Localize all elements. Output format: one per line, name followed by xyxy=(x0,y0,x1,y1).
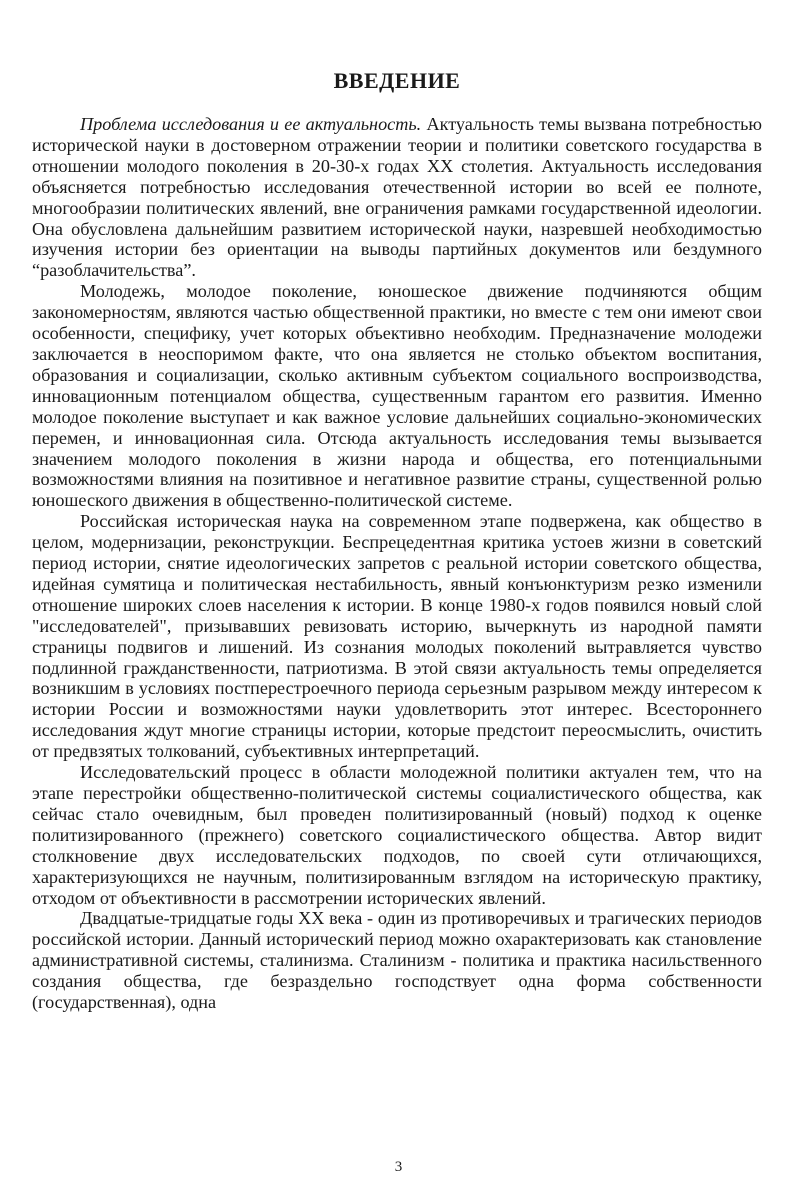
paragraph-relevance xyxy=(32,114,762,281)
paragraph-historical-science: Российская историческая наука на современном этапе подвержена, как общество в целом, модернизации, реконструкции. Беспрецедентная критика устоев жизни в советский период истории, снятие идеологических запретов с реальной истории советского общества, идейная сумятица и политическая нестабильность, явный конъюнктуризм резко изменили отношение широких слоев населения к истории. В конце 1980-х годов появился новый слой "исследователей", призывавших ревизовать историю, вычеркнуть из народной памяти страницы подвигов и лишений. Из сознания молодых поколений вытравляется чувство подлинной гражданственности, патриотизма. В этой связи актуальность темы определяется возникшим в условиях постперестроечного периода серьезным разрывом между интересом к истории России и возможностями науки удовлетворить этот интерес. Всестороннего исследования ждут многие страницы истории, которые предстоит переосмыслить, очистить от предвзятых толкований, субъективных интерпретаций. xyxy=(32,511,762,762)
paragraph-youth: Молодежь, молодое поколение, юношеское движение подчиняются общим закономерностям, являются частью общественной практики, но вместе с тем они имеют свои особенности, специфику, учет которых объективно необходим. Предназначение молодежи заключается в неоспоримом факте, что она является не столько объектом воспитания, образования и социализации, сколько активным субъектом социального воспроизводства, инновационным потенциалом общества, существенным гарантом его развития. Именно молодое поколение выступает и как важное условие дальнейших социально-экономических перемен, и инновационная сила. Отсюда актуальность исследования темы вызывается значением молодого поколения в жизни народа и общества, его потенциальными возможностями влияния на позитивное и негативное развитие страны, существенной ролью юношеского движения в общественно-политической системе. xyxy=(32,281,762,511)
page-number: 3 xyxy=(394,1159,403,1175)
paragraph-text: Актуальность темы вызвана потребностью исторической науки в достоверном отражении теории и политики советского государства в отношении молодого поколения в 20-30-х годах XX столетия. Актуальность исследования объясняется потребностью исследования отечественной истории во всей ее полноте, многообразии политических явлений, вне ограничения рамками государственной идеологии. Она обусловлена дальнейшим развитием исторической науки, назревшей необходимостью изучения истории без ориентации на выводы партийных документов или бездумного “разоблачительства”. xyxy=(32,114,762,281)
paragraph-twenties-thirties: Двадцатые-тридцатые годы XX века - один из противоречивых и трагических периодов российской истории. Данный исторический период можно охарактеризовать как становление административной системы, сталинизма. Сталинизм - политика и практика насильственного создания общества, где безраздельно господствует одна форма собственности (государственная), одна xyxy=(32,908,762,1013)
paragraph-research-process: Исследовательский процесс в области молодежной политики актуален тем, что на этапе перестройки общественно-политической системы социалистического общества, как сейчас стало очевидным, был проведен политизированный (новый) подход к оценке политизированного (прежнего) советского социалистического общества. Автор видит столкновение двух исследовательских подходов, по своей сути отличающихся, характеризующихся не научным, политизированным взглядом на историческую практику, отходом от объективности в рассмотрении исторических явлений. xyxy=(32,762,762,908)
page-title: ВВЕДЕНИЕ xyxy=(333,68,461,93)
paragraph-lead: Проблема исследования и ее актуальность. xyxy=(80,114,422,134)
document-page xyxy=(32,68,762,1013)
